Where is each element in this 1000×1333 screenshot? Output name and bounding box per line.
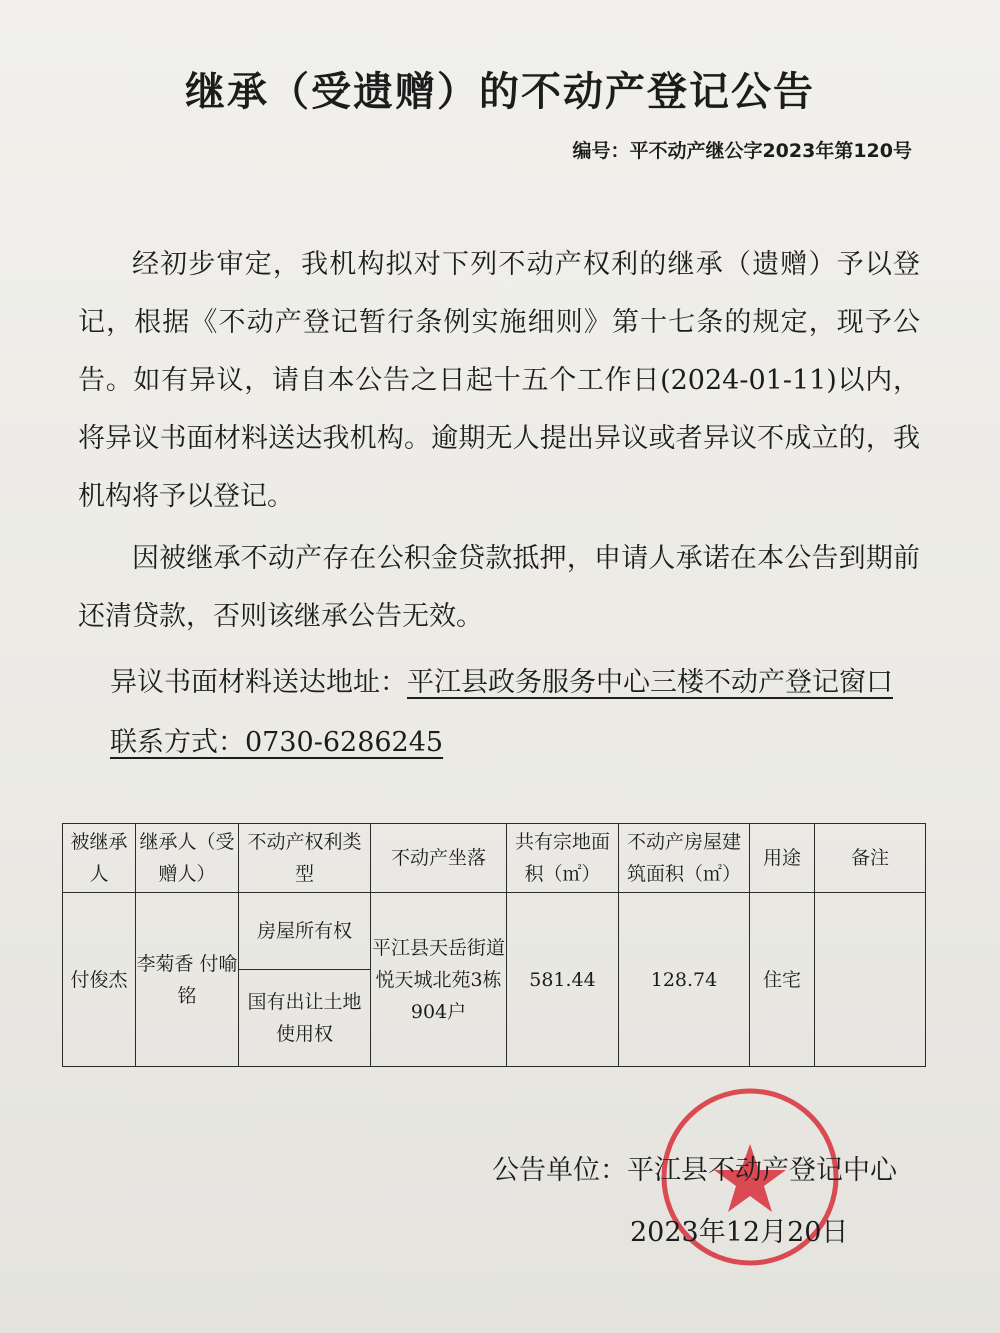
header-location: 不动产坐落 xyxy=(371,824,507,893)
header-use: 用途 xyxy=(750,824,815,893)
contact-label: 联系方式： xyxy=(110,727,245,758)
contact-phone: 0730-6286245 xyxy=(245,727,444,758)
header-decedent: 被继承人 xyxy=(63,824,136,893)
cell-right-type-land: 国有出让土地使用权 xyxy=(239,970,371,1067)
property-table xyxy=(62,823,926,1067)
cell-location: 平江县天岳街道悦天城北苑3栋904户 xyxy=(371,893,507,1067)
notice-paragraph-1: 经初步审定，我机构拟对下列不动产权利的继承（遗赠）予以登记，根据《不动产登记暂行条例实施细则》第十七条的规定，现予公告。如有异议，请自本公告之日起十五个工作日(2024-01-11)以内，将异议书面材料送达我机构。逾期无人提出异议或者异议不成立的，我机构将予以登记。 xyxy=(78,249,920,512)
table-header-row xyxy=(63,824,926,893)
cell-use: 住宅 xyxy=(750,893,815,1067)
header-right-type: 不动产权利类型 xyxy=(239,824,371,893)
header-building-area: 不动产房屋建筑面积（㎡） xyxy=(619,824,750,893)
contact-info xyxy=(110,720,443,759)
issuing-unit: 公告单位：平江县不动产登记中心 xyxy=(492,1155,897,1186)
header-heirs: 继承人（受赠人） xyxy=(136,824,239,893)
objection-address-label: 异议书面材料送达地址： xyxy=(110,667,407,698)
document-number: 编号：平不动产继公字2023年第120号 xyxy=(572,140,912,162)
header-remark: 备注 xyxy=(815,824,926,893)
cell-decedent: 付俊杰 xyxy=(63,893,136,1067)
cell-building-area: 128.74 xyxy=(619,893,750,1067)
issue-date: 2023年12月20日 xyxy=(630,1217,849,1248)
objection-address xyxy=(110,660,893,699)
cell-remark xyxy=(815,893,926,1067)
cell-heirs: 李菊香 付喻铭 xyxy=(136,893,239,1067)
objection-address-value: 平江县政务服务中心三楼不动产登记窗口 xyxy=(407,667,893,698)
table-row xyxy=(63,893,926,970)
notice-title: 继承（受遗赠）的不动产登记公告 xyxy=(185,69,815,115)
notice-paragraph-2: 因被继承不动产存在公积金贷款抵押，申请人承诺在本公告到期前还清贷款，否则该继承公告无效。 xyxy=(78,543,920,632)
header-land-area: 共有宗地面积（㎡） xyxy=(507,824,619,893)
cell-land-area: 581.44 xyxy=(507,893,619,1067)
cell-right-type-house: 房屋所有权 xyxy=(239,893,371,970)
